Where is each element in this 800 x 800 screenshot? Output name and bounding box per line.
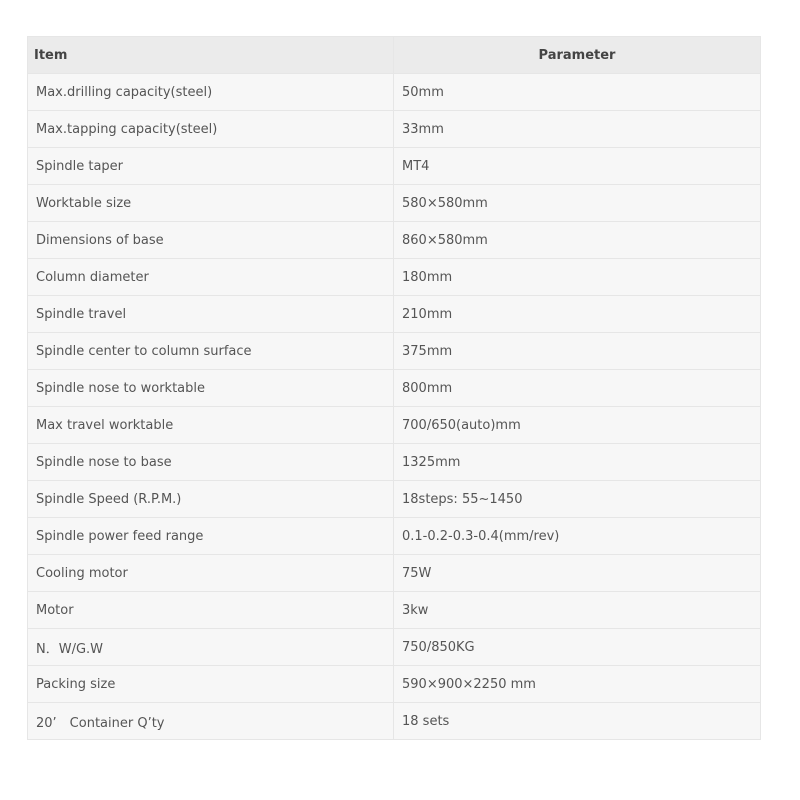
table-row	[28, 444, 761, 481]
item-cell: Max.drilling capacity(steel)	[28, 74, 394, 111]
column-header-item: Item	[28, 37, 394, 74]
table-row	[28, 629, 761, 666]
item-cell: Packing size	[28, 666, 394, 703]
spec-table-container	[27, 36, 760, 740]
table-row	[28, 592, 761, 629]
table-row	[28, 148, 761, 185]
item-cell: Spindle center to column surface	[28, 333, 394, 370]
item-cell: Spindle nose to base	[28, 444, 394, 481]
item-cell: Spindle travel	[28, 296, 394, 333]
parameter-cell: 50mm	[394, 74, 761, 111]
item-cell: 20’ Container Q’ty	[28, 703, 394, 740]
item-cell: Motor	[28, 592, 394, 629]
table-row	[28, 222, 761, 259]
item-cell: Cooling motor	[28, 555, 394, 592]
parameter-cell: 18 sets	[394, 703, 761, 740]
table-row	[28, 74, 761, 111]
item-cell: Spindle nose to worktable	[28, 370, 394, 407]
parameter-cell: 33mm	[394, 111, 761, 148]
parameter-cell: 590×900×2250 mm	[394, 666, 761, 703]
item-cell: Spindle Speed (R.P.M.)	[28, 481, 394, 518]
parameter-cell: 1325mm	[394, 444, 761, 481]
parameter-cell: 375mm	[394, 333, 761, 370]
item-cell: Dimensions of base	[28, 222, 394, 259]
item-cell: Worktable size	[28, 185, 394, 222]
item-cell: Max travel worktable	[28, 407, 394, 444]
parameter-cell: 580×580mm	[394, 185, 761, 222]
item-cell: Max.tapping capacity(steel)	[28, 111, 394, 148]
parameter-cell: 700/650(auto)mm	[394, 407, 761, 444]
parameter-cell: MT4	[394, 148, 761, 185]
item-cell: Spindle power feed range	[28, 518, 394, 555]
parameter-cell: 18steps: 55~1450	[394, 481, 761, 518]
table-row	[28, 481, 761, 518]
table-header-row	[28, 37, 761, 74]
table-row	[28, 185, 761, 222]
item-cell: Spindle taper	[28, 148, 394, 185]
parameter-cell: 75W	[394, 555, 761, 592]
table-row	[28, 666, 761, 703]
parameter-cell: 0.1-0.2-0.3-0.4(mm/rev)	[394, 518, 761, 555]
parameter-cell: 180mm	[394, 259, 761, 296]
parameter-cell: 800mm	[394, 370, 761, 407]
parameter-cell: 3kw	[394, 592, 761, 629]
table-row	[28, 518, 761, 555]
parameter-cell: 860×580mm	[394, 222, 761, 259]
parameter-cell: 750/850KG	[394, 629, 761, 666]
table-row	[28, 111, 761, 148]
column-header-parameter: Parameter	[394, 37, 761, 74]
table-row	[28, 703, 761, 740]
table-row	[28, 296, 761, 333]
table-row	[28, 259, 761, 296]
table-row	[28, 333, 761, 370]
item-cell: N．W/G.W	[28, 629, 394, 666]
table-row	[28, 370, 761, 407]
parameter-cell: 210mm	[394, 296, 761, 333]
spec-table	[27, 36, 761, 740]
table-row	[28, 407, 761, 444]
table-row	[28, 555, 761, 592]
item-cell: Column diameter	[28, 259, 394, 296]
